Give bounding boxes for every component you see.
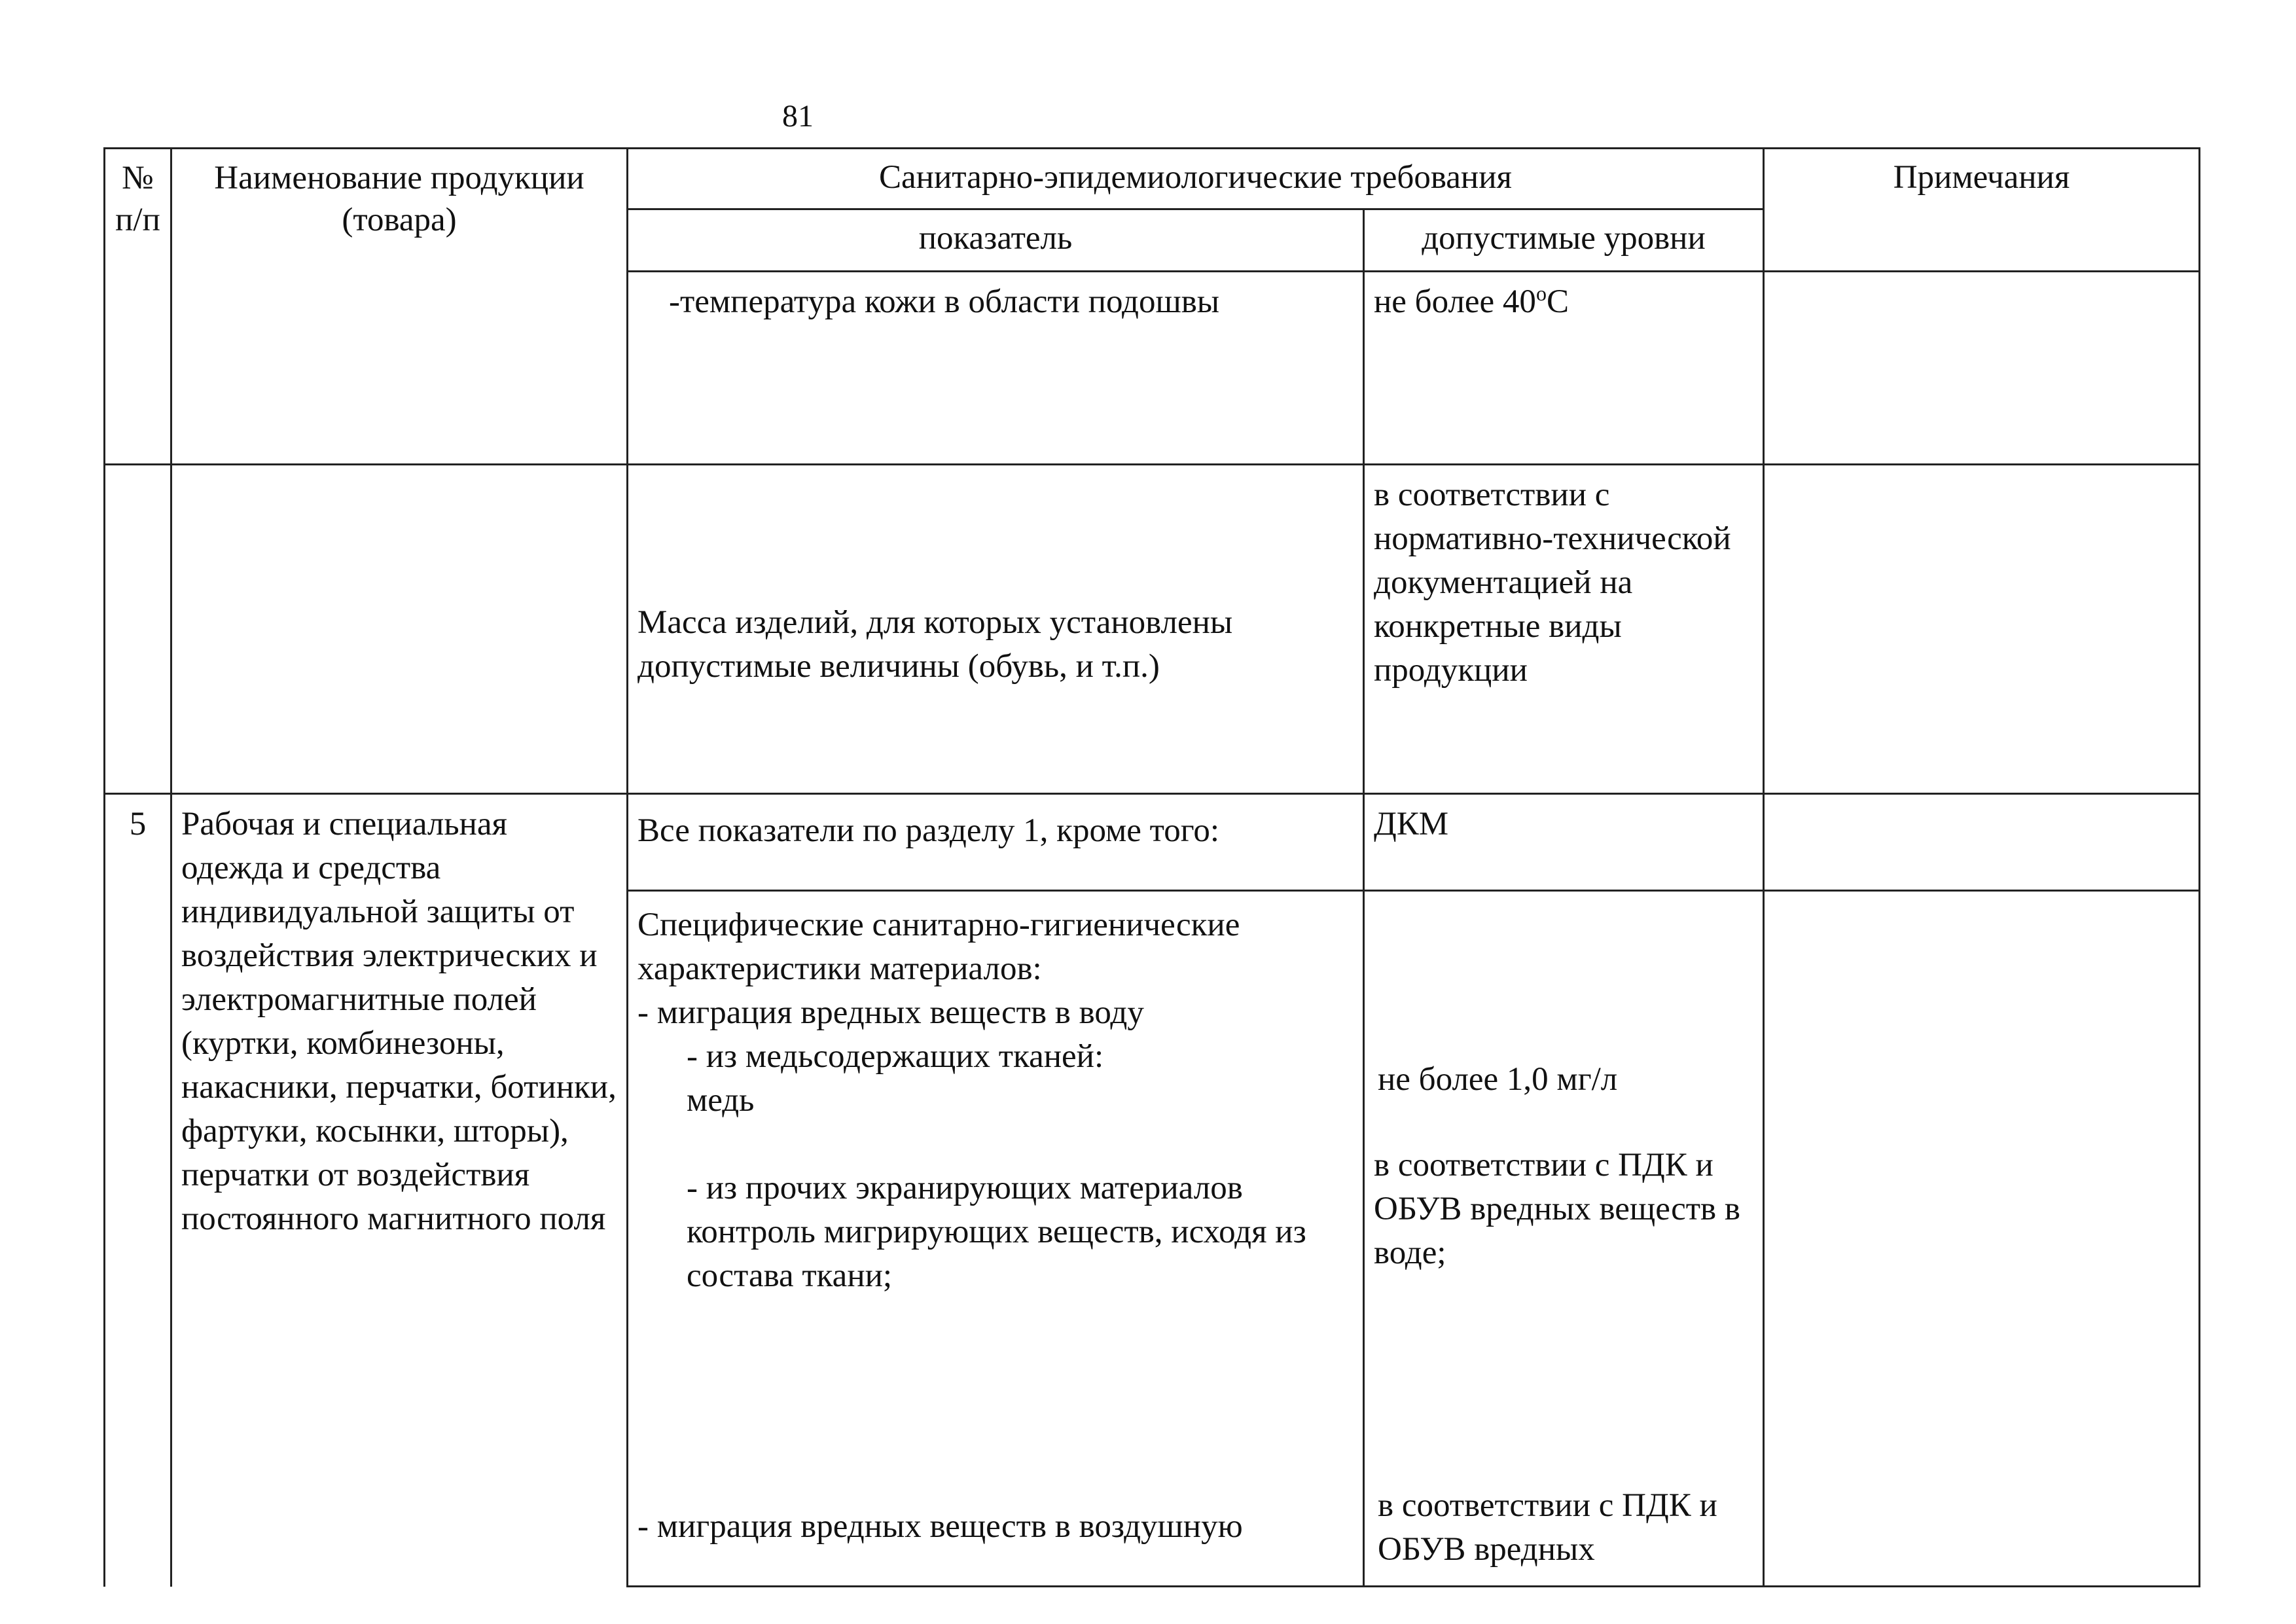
requirements-table <box>103 147 2200 1587</box>
num-cell <box>105 465 171 794</box>
header-levels: допустимые уровни <box>1364 209 1764 272</box>
level-cell: в соответствии с нормативно-технической документацией на конкретные виды продукции <box>1364 465 1764 794</box>
indicator-line: - миграция вредных веществ в воду <box>637 994 1144 1031</box>
header-notes: Примечания <box>1764 149 2200 272</box>
indicator-line: Специфические санитарно-гигиенические характеристики материалов: <box>637 907 1240 987</box>
indicator-cell <box>628 465 1364 794</box>
indicator-cell <box>628 272 1364 465</box>
header-name: Наименование продукции (товара) <box>171 149 628 465</box>
level-cell: ДКМ <box>1364 794 1764 891</box>
num-cell: 5 <box>105 794 171 1587</box>
note-cell <box>1764 794 2200 891</box>
level-cell <box>1364 272 1764 465</box>
note-cell <box>1764 465 2200 794</box>
level-unit: С <box>1546 283 1569 320</box>
level-line: в соответствии с ПДК и ОБУВ вредных <box>1378 1487 1717 1568</box>
name-cell <box>171 465 628 794</box>
table-row <box>105 794 2200 891</box>
header-indicator: показатель <box>628 209 1364 272</box>
indicator-line: - миграция вредных веществ в воздушную <box>637 1508 1243 1545</box>
note-cell <box>1764 891 2200 1587</box>
indicator-cell <box>628 891 1364 1587</box>
header-requirements: Санитарно-эпидемиологические требования <box>628 149 1764 209</box>
level-cell <box>1364 891 1764 1587</box>
degree-sup: о <box>1535 281 1547 305</box>
level-line: в соответствии с ПДК и ОБУВ вредных веществ в воде; <box>1374 1147 1740 1271</box>
header-num: № п/п <box>105 149 171 465</box>
indicator-text: -температура кожи в области подошвы <box>669 283 1220 320</box>
name-cell: Рабочая и специальная одежда и средства индивидуальной защиты от воздействия электрических и электромагнитные полей (куртки, комбинезоны, накасники, перчатки, ботинки, фартуки, косынки, шторы), перчатки от воздействия постоянного магнитного поля <box>171 794 628 1587</box>
table-header-row <box>105 149 2200 209</box>
indicator-line: медь <box>687 1082 755 1119</box>
indicator-line: - из прочих экранирующих материалов контроль мигрирующих веществ, исходя из состава ткани; <box>687 1170 1306 1294</box>
indicator-text: Масса изделий, для которых установлены допустимые величины (обувь, и т.п.) <box>637 604 1233 685</box>
level-text: не более 40 <box>1374 283 1536 320</box>
indicator-line: - из медьсодержащих тканей: <box>687 1038 1104 1075</box>
indicator-cell: Все показатели по разделу 1, кроме того: <box>628 794 1364 891</box>
note-cell <box>1764 272 2200 465</box>
page-number: 81 <box>782 99 814 134</box>
table-row <box>105 465 2200 794</box>
level-line: не более 1,0 мг/л <box>1378 1061 1618 1098</box>
